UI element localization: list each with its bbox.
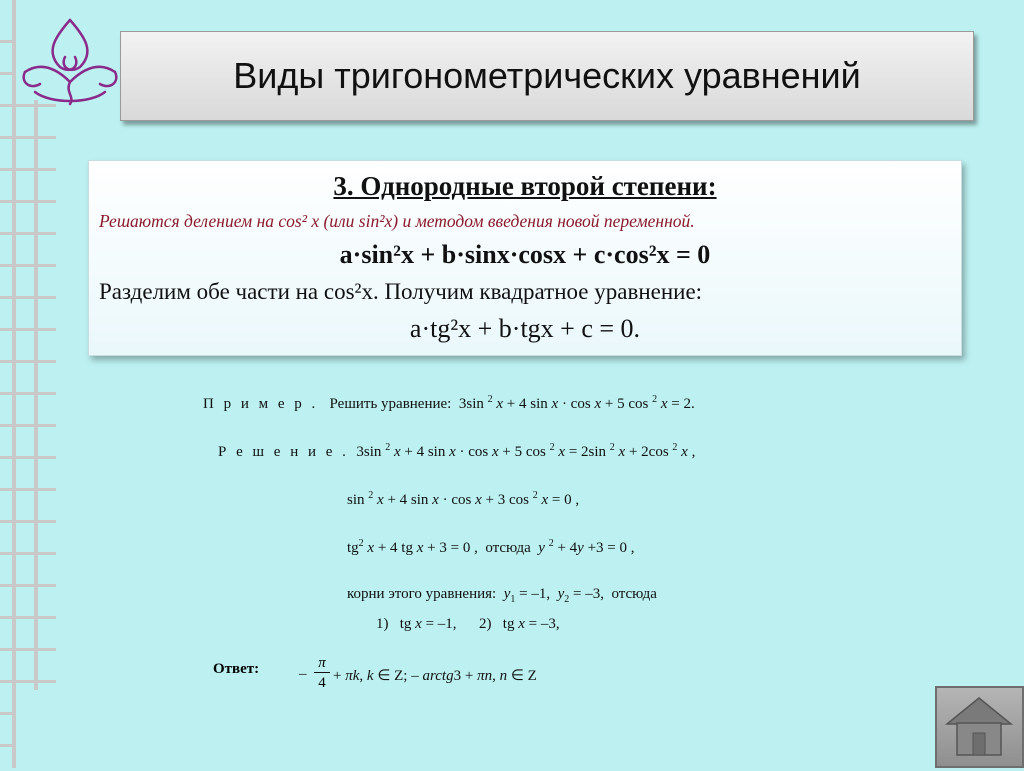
solution-line-5: 1) tg x = –1, 2) tg x = –3, — [376, 616, 560, 632]
example-label: П р и м е р . — [203, 396, 319, 412]
example-line: П р и м е р . Решить уравнение: 3sin $^2$ x + 4 sin x · cos x + 5 cos $^2$ x = 2. — [203, 394, 695, 412]
solution-line-3: $tg^2$ x + 4 tg x + 3 = 0 , отсюда y $^2$ + 4y +3 = 0 , — [347, 538, 635, 556]
solution-line-1: Р е ш е н и е . 3sin $^2$ x + 4 sin x · cos x + 5 cos $^2$ x = 2sin $^2$ x + 2cos $^2$ x , — [218, 442, 696, 460]
section-heading: 3. Однородные второй степени: — [333, 171, 717, 201]
ornament-icon — [15, 12, 125, 107]
hence-word-1: отсюда — [485, 540, 531, 556]
example-task: Решить уравнение: — [329, 396, 452, 412]
ladder-decoration — [0, 0, 60, 768]
roots-text: корни этого уравнения: — [347, 586, 497, 602]
answer-expression: + πk, k ∈ Z; – arctg3 + πn, n ∈ Z — [333, 668, 537, 684]
quadratic-equation: a·tg²x + b·tgx + c = 0. — [409, 314, 641, 343]
info-box — [88, 160, 962, 356]
slide-title: Виды тригонометрических уравнений — [233, 55, 861, 96]
home-icon — [937, 688, 1022, 766]
divide-instruction: Разделим обе части на cos²x. Получим квадратное уравнение: — [99, 279, 703, 304]
solution-line-2: sin $^2$ x + 4 sin x · cos x + 3 cos $^2$ x = 0 , — [347, 490, 580, 508]
method-note: Решаются делением на cos² x (или sin²x) и методом введения новой переменной. — [99, 211, 695, 231]
solution-label: Р е ш е н и е . — [218, 444, 349, 460]
answer-minus: – — [299, 666, 307, 682]
answer-label: Ответ: — [213, 661, 260, 677]
solution-line-4: корни этого уравнения: $y_1 = -1$, $y_2 = -3$, отсюда — [347, 586, 657, 605]
hence-word-2: отсюда — [611, 586, 657, 602]
home-button[interactable] — [935, 686, 1024, 768]
general-equation: a·sin²x + b·sinx·cosx + c·cos²x = 0 — [339, 240, 711, 269]
answer-fraction: $\frac{\pi}{4}$ — [314, 654, 330, 693]
title-box — [120, 31, 974, 121]
